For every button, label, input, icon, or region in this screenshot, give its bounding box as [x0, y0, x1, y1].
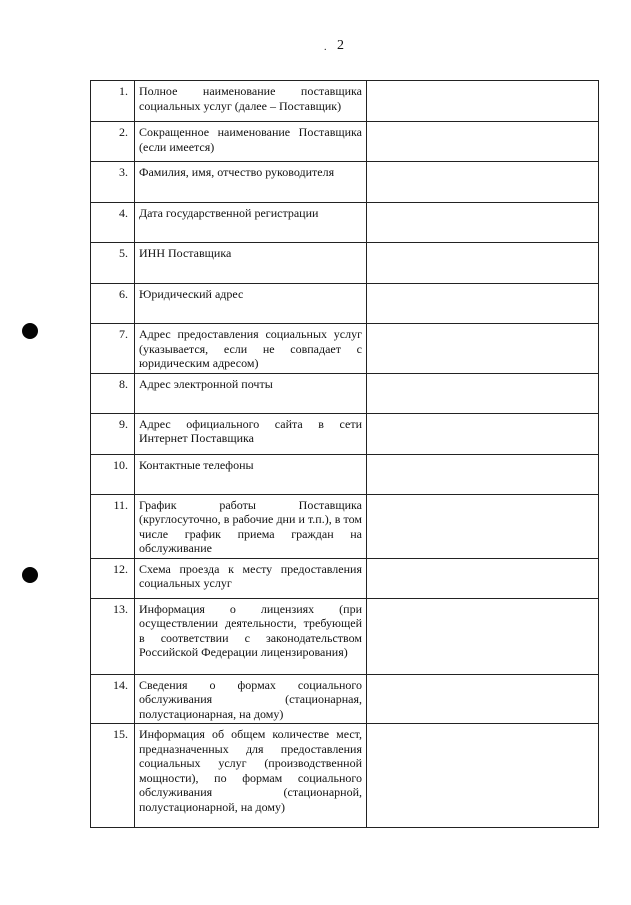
table-row — [91, 81, 599, 122]
table-row — [91, 724, 599, 828]
binder-hole-mark — [22, 567, 38, 583]
row-number: 13. — [91, 598, 135, 674]
row-value-cell — [367, 162, 599, 203]
binder-hole-mark — [22, 323, 38, 339]
row-number: 9. — [91, 413, 135, 454]
row-number: 5. — [91, 243, 135, 284]
row-number: 4. — [91, 203, 135, 243]
page-number — [324, 38, 344, 54]
row-number: 3. — [91, 162, 135, 203]
table-row — [91, 674, 599, 724]
row-value-cell — [367, 373, 599, 413]
row-number: 15. — [91, 724, 135, 828]
row-label: Информация о лицензиях (при осуществлении деятельности, требующей в соответствии с законодательством Российской Федерации лицензирования) — [135, 598, 367, 674]
row-value-cell — [367, 598, 599, 674]
row-label: Адрес электронной почты — [135, 373, 367, 413]
table-row — [91, 243, 599, 284]
row-value-cell — [367, 724, 599, 828]
page-number-value: 2 — [337, 38, 344, 53]
row-number: 1. — [91, 81, 135, 122]
row-value-cell — [367, 558, 599, 598]
table-row — [91, 122, 599, 162]
row-number: 11. — [91, 494, 135, 558]
row-label: Дата государственной регистрации — [135, 203, 367, 243]
row-label: Информация об общем количестве мест, предназначенных для предоставления социальных услуг (производственной мощности), по формам социального обслуживания (стационарной, полустационарной, на дому) — [135, 724, 367, 828]
table-row — [91, 494, 599, 558]
row-label: Контактные телефоны — [135, 454, 367, 494]
row-value-cell — [367, 324, 599, 374]
row-label: Юридический адрес — [135, 284, 367, 324]
table-row — [91, 203, 599, 243]
table-row — [91, 284, 599, 324]
row-number: 14. — [91, 674, 135, 724]
row-label: Сведения о формах социального обслуживания (стационарная, полустационарная, на дому) — [135, 674, 367, 724]
row-value-cell — [367, 243, 599, 284]
row-label: Адрес официального сайта в сети Интернет Поставщика — [135, 413, 367, 454]
row-value-cell — [367, 284, 599, 324]
row-value-cell — [367, 454, 599, 494]
table-row — [91, 373, 599, 413]
row-number: 10. — [91, 454, 135, 494]
table-row — [91, 598, 599, 674]
row-number: 8. — [91, 373, 135, 413]
table-row — [91, 324, 599, 374]
row-value-cell — [367, 674, 599, 724]
table-row — [91, 558, 599, 598]
row-value-cell — [367, 81, 599, 122]
row-label: Схема проезда к месту предоставления социальных услуг — [135, 558, 367, 598]
supplier-info-table — [90, 80, 599, 828]
row-value-cell — [367, 494, 599, 558]
row-value-cell — [367, 413, 599, 454]
table-row — [91, 454, 599, 494]
row-number: 2. — [91, 122, 135, 162]
page-number-dot: . — [324, 42, 327, 53]
row-number: 12. — [91, 558, 135, 598]
row-label: Полное наименование поставщика социальных услуг (далее – Поставщик) — [135, 81, 367, 122]
row-label: Сокращенное наименование Поставщика (если имеется) — [135, 122, 367, 162]
row-value-cell — [367, 203, 599, 243]
row-label: Фамилия, имя, отчество руководителя — [135, 162, 367, 203]
table-row — [91, 413, 599, 454]
row-value-cell — [367, 122, 599, 162]
row-label: График работы Поставщика (круглосуточно, в рабочие дни и т.п.), в том числе график приема граждан на обслуживание — [135, 494, 367, 558]
row-number: 7. — [91, 324, 135, 374]
row-label: ИНН Поставщика — [135, 243, 367, 284]
table-row — [91, 162, 599, 203]
row-label: Адрес предоставления социальных услуг (указывается, если не совпадает с юридическим адресом) — [135, 324, 367, 374]
row-number: 6. — [91, 284, 135, 324]
